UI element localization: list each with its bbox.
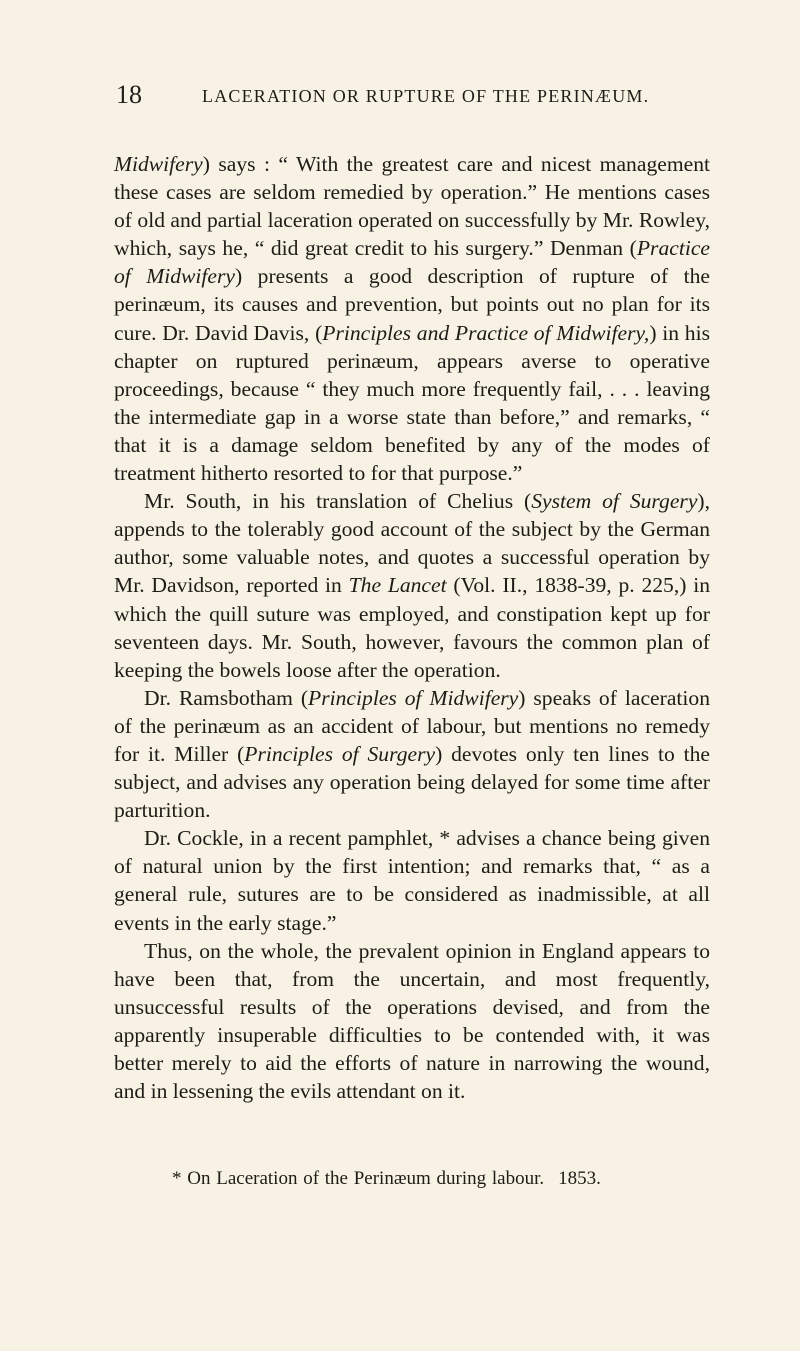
book-title: The Lancet [348,573,447,598]
paragraph-4 [114,824,710,936]
paragraph-5 [114,937,710,1106]
text-run: (Vol. II., 1838-39, p. 225,) in which the quill suture was employed, and constipation kept up for seventeen days. Mr. South, however, favours the common plan of keeping the bowels loose after the operation. [114,573,711,682]
text-run: ) presents a good description of rupture of the perinæum, its causes and prevention, but points out no plan for its cure. Dr. David Davis, ( [114,264,711,345]
book-title: Midwifery [114,152,203,176]
book-title: Principles and Practice of Midwifery, [322,320,650,345]
text-run: Thus, on the whole, the prevalent opinion in England appears to have been that, from the uncertain, and most frequently, unsuccessful results of the operations devised, and from the apparently insuperable difficulties to be contended with, it was better merely to aid the efforts of nature in narrowing the wound, and in lessening the evils attendant on it. [114,938,710,1104]
text-run: ), appends to the tolerably good account of the subject by the German author, some valuable notes, and quotes a successful operation by Mr. Davidson, reported in [114,489,710,598]
text-run: Dr. Ramsbotham ( [144,685,309,710]
text-run: ) speaks of laceration of the perinæum as an accident of labour, but mentions no remedy for it. Miller ( [114,685,710,766]
text-run: ) in his chapter on ruptured perinæum, appears averse to operative proceedings, because “ they much more frequently fail, . . . leaving the intermediate gap in a worse state than before,” and remarks, “ that it is a damage seldom benefited by any of the modes of treatment hitherto resorted to for that purpose.” [114,320,711,486]
running-title: LACERATION OR RUPTURE OF THE PERINÆUM. [202,86,650,106]
paragraph-3 [114,684,710,824]
text-run: ) devotes only ten lines to the subject, and advises any operation being delayed for some time after parturition. [114,741,711,823]
page-number: 18 [116,80,142,109]
footnote-year: 1853. [558,1168,601,1189]
book-title: System of Surgery [531,489,698,514]
text-run: ) says : “ With the greatest care and nicest management these cases are seldom remedied by operation.” He mentions cases of old and partial laceration operated on successfully by Mr. Rowley, which, says he, “ did great credit to his surgery.” Denman ( [114,152,710,261]
paragraph-1 [114,150,710,487]
footnote-text: * On Laceration of the Perinæum during labour. [172,1168,545,1189]
footnote [172,1168,601,1190]
text-run: Dr. Cockle, in a recent pamphlet, * advises a chance being given of natural union by the first intention; and remarks that, “ as a general rule, sutures are to be considered as inadmissible, at all events in the early stage.” [114,826,710,935]
book-title: Practice of Midwifery [114,236,710,289]
book-title: Principles of Surgery [244,741,436,766]
paragraph-2 [114,487,710,684]
body-text [114,150,710,1105]
book-title: Principles of Midwifery [308,685,519,710]
page-header [0,80,800,120]
text-run: Mr. South, in his translation of Chelius ( [144,489,532,514]
